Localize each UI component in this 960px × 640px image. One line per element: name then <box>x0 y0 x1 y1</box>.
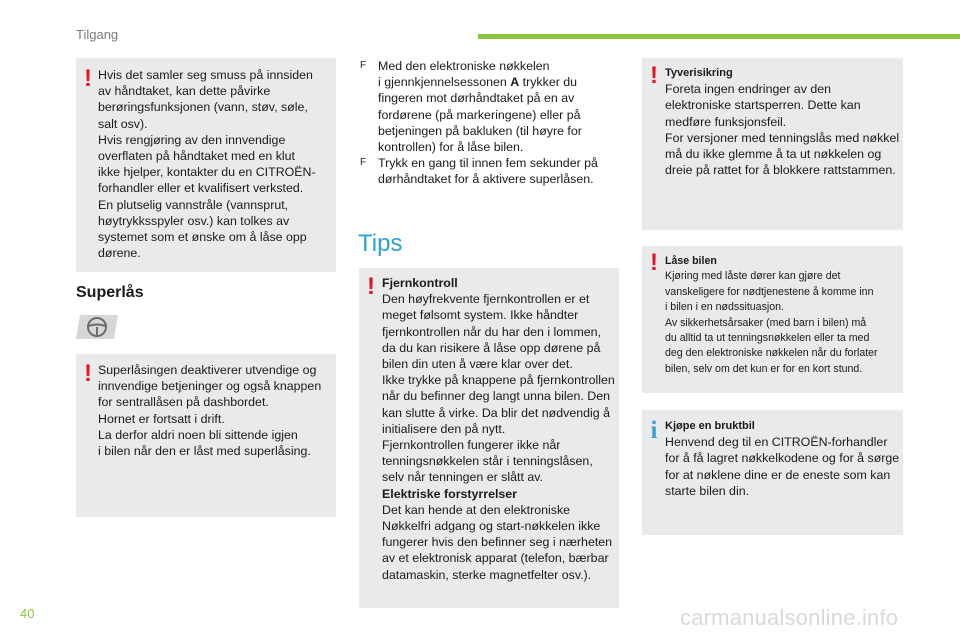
warning-box-dirt <box>76 58 336 272</box>
instruction-item <box>360 58 616 155</box>
warning-icon: ! <box>84 65 92 92</box>
instruction-list <box>360 58 616 188</box>
instruction-item <box>360 155 616 187</box>
warning-text <box>665 65 902 178</box>
warning-paragraph: Kjøring med låste dører kan gjøre det vanskeligere for nødtjenestene å komme inn i bilen i en nødssituasjon. Av sikkerhetsårsaker (med barn i bilen) må du alltid ta ut tenningsnøkkelen eller ta med deg den elektroniske nøkkelen når du forlater bilen, selv om det kun er for en kort stund. <box>665 270 878 375</box>
bullet-marker-icon: F <box>360 60 367 71</box>
steering-wheel-icon <box>76 312 118 340</box>
info-icon: i <box>650 417 658 444</box>
warning-text <box>98 362 334 459</box>
warning-icon: ! <box>367 273 375 300</box>
warning-title: Tyverisikring <box>665 67 733 79</box>
tips-paragraph-remote: Den høyfrekvente fjernkontrollen er et meget følsomt system. Ikke håndter fjernkontrollen når du har den i lommen, da du kan risikere å låse opp dørene på bilen din uten å være klar over det. Ikke trykke på knappene på fjernkontrollen når du befinner deg langt unna bilen. Den kan slutte å virke. Da blir det nødvendig å initialisere den på nytt. Fjernkontrollen fungerer ikke når tenningsnøkkelen står i tenningslåsen, selv når tenningen er slått av. <box>382 292 615 485</box>
warning-text <box>665 254 902 377</box>
tips-heading: Tips <box>358 230 403 257</box>
warning-box-superlock <box>76 354 336 517</box>
watermark-text: carmanualsonline.info <box>680 605 899 630</box>
warning-icon: ! <box>84 360 92 387</box>
warning-title: Låse bilen <box>665 255 717 267</box>
tips-title-interference: Elektriske forstyrrelser <box>382 486 518 501</box>
info-title: Kjøpe en bruktbil <box>665 420 755 432</box>
bullet-marker-icon: F <box>360 157 367 169</box>
instruction-text: Med den elektroniske nøkkelen i gjennkjennelsessonen A trykker du fingeren mot dørhåndtaket på en av fordørene (på markeringene) eller på betjeningen på bakluken (til høyre for kontrollen) for å låse bilen. <box>378 59 582 155</box>
warning-box-locking <box>642 246 903 393</box>
section-header: Tilgang <box>76 27 119 42</box>
info-paragraph: Henvend deg til en CITROËN-forhandler for å få lagret nøkkelkodene og for å sørge for at nøklene dine er de eneste som kan starte bilen din. <box>665 435 900 498</box>
warning-icon: ! <box>650 249 658 276</box>
section-title-superlock: Superlås <box>76 284 144 301</box>
instruction-text: Trykk en gang til innen fem sekunder på dørhåndtaket for å aktivere superlåsen. <box>378 156 598 187</box>
info-box-used-car <box>642 410 903 535</box>
warning-paragraph: Foreta ingen endringer av den elektroniske startsperren. Dette kan medføre funksjonsfeil. For versjoner med tenningslås med nøkkel må du ikke glemme å ta ut nøkkelen og dreie på rattet for å blokkere rattstammen. <box>665 82 900 178</box>
warning-paragraph: Hvis det samler seg smuss på innsiden av håndtaket, kan dette påvirke berøringsfunksjonen (vann, støv, søle, salt osv). Hvis rengjøring av den innvendige overflaten på håndtaket med en klut ikke hjelper, kontakter du en CITROËN- forhandler eller et kvalifisert verksted. En plutselig vannstråle (vannsprut, høytrykksspyler osv.) kan tolkes av systemet som et ønske om å låse opp dørene. <box>98 68 316 261</box>
warning-box-immobiliser <box>642 58 903 230</box>
header-accent-bar <box>478 34 960 39</box>
warning-icon: ! <box>650 62 658 89</box>
warning-paragraph: Superlåsingen deaktiverer utvendige og innvendige betjeninger og også knappen for sentrallåsen på dashbordet. Hornet er fortsatt i drift. La derfor aldri noen bli sittende igjen i bilen når den er låst med superlåsing. <box>98 363 322 459</box>
warning-text <box>98 67 334 261</box>
info-text <box>665 418 902 499</box>
page-number: 40 <box>20 606 35 621</box>
tips-text <box>382 275 618 583</box>
tips-paragraph-interference: Det kan hende at den elektroniske Nøkkelfri adgang og start-nøkkelen ikke fungerer hvis den befinner seg i nærheten av et elektronisk apparat (telefon, bærbar datamaskin, sterke magnetfelter osv.). <box>382 502 613 582</box>
tips-title-remote: Fjernkontroll <box>382 276 458 290</box>
tips-box-remote <box>359 268 619 608</box>
